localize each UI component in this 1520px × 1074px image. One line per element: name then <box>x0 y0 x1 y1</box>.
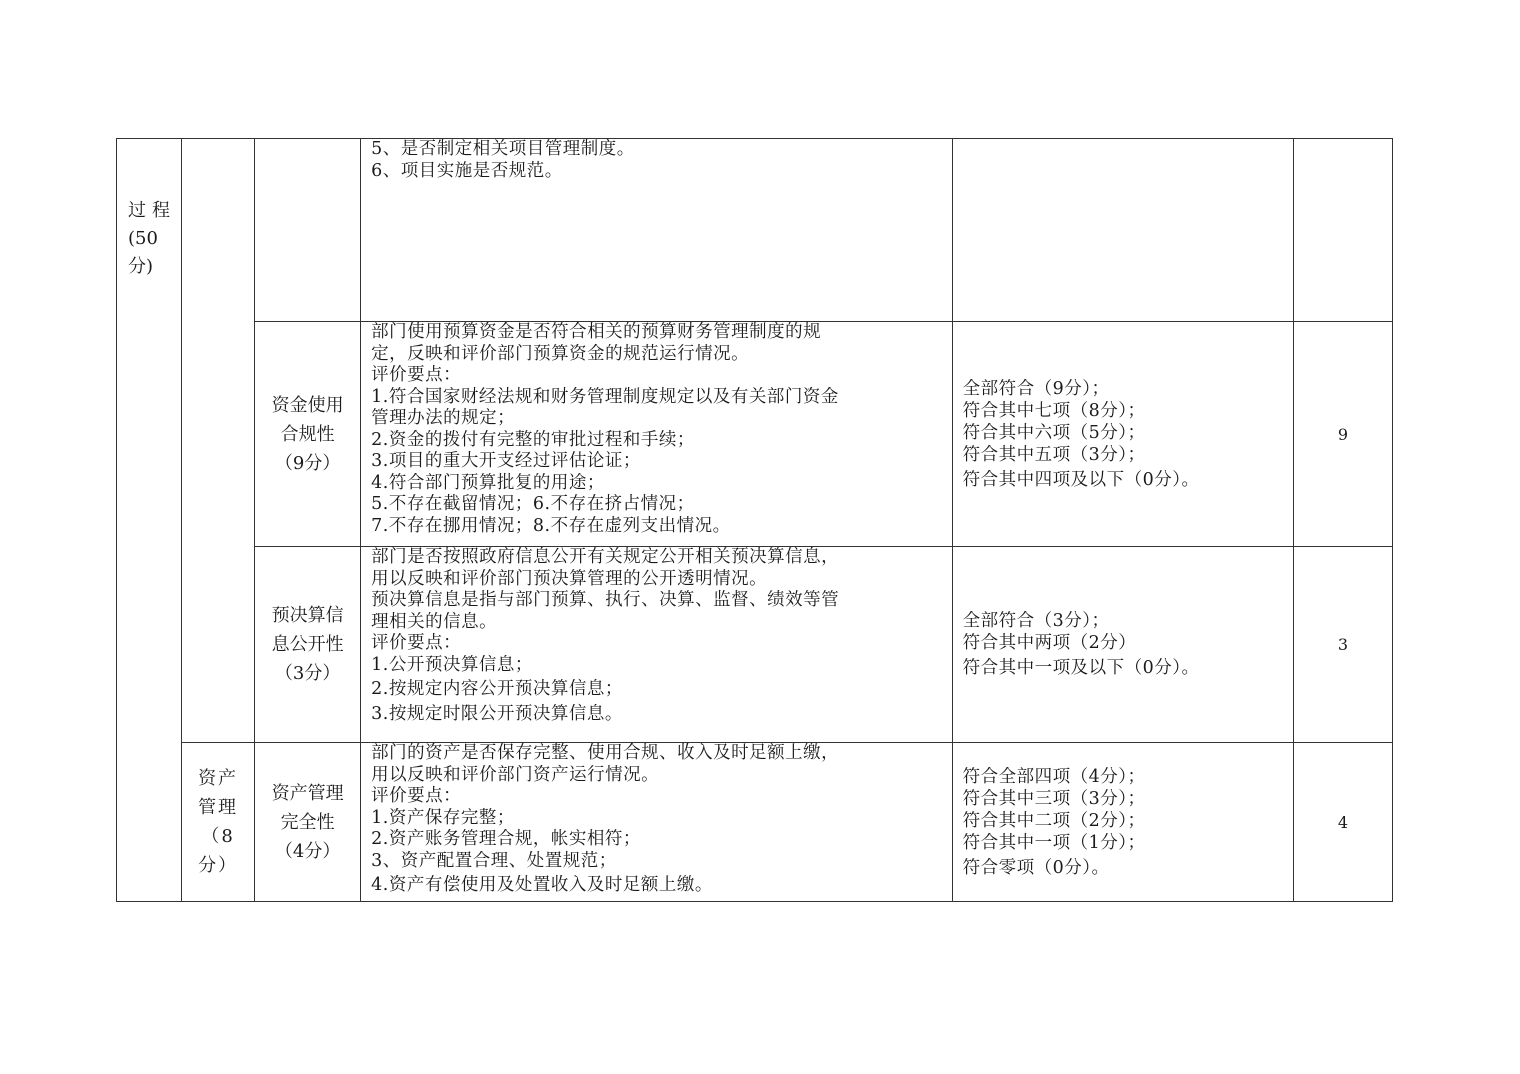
description-line: 评价要点： <box>371 365 462 385</box>
standard-cell <box>952 322 1293 547</box>
description-line: 7.不存在挪用情况；8.不存在虚列支出情况。 <box>371 515 731 536</box>
score-cell: 9 <box>1293 322 1392 547</box>
indicator-name: 息公开性 <box>271 634 344 655</box>
indicator-weight: （3分） <box>274 663 341 684</box>
standard-line: 全部符合（9分）； <box>962 378 1110 399</box>
table-row <box>117 743 1393 902</box>
indicator-cell <box>255 322 361 547</box>
standard-line: 符合其中四项及以下（0分）。 <box>962 469 1200 490</box>
description-line: 6、项目实施是否规范。 <box>371 160 563 181</box>
category-score: (50 <box>128 228 158 249</box>
score-cell: 4 <box>1293 743 1392 902</box>
subcategory-weight: （8 <box>201 826 235 847</box>
indicator-cell-empty <box>255 139 361 322</box>
description-line: 1.公开预决算信息； <box>371 654 533 675</box>
indicator-name: 预决算信 <box>271 605 344 626</box>
description-cell <box>361 547 952 743</box>
description-line: 部门是否按照政府信息公开有关规定公开相关预决算信息， <box>371 547 840 567</box>
standard-line: 符合其中一项（1分）； <box>962 832 1146 853</box>
standard-line: 符合其中两项（2分） <box>962 633 1137 653</box>
standard-line: 符合其中三项（3分）； <box>962 788 1146 809</box>
standard-cell <box>952 743 1293 902</box>
category-label: 过程 <box>128 200 176 221</box>
description-line: 2.资金的拨付有完整的审批过程和手续； <box>371 429 695 450</box>
score-cell-empty <box>1293 139 1392 322</box>
description-line: 部门使用预算资金是否符合相关的预算财务管理制度的规 <box>371 322 822 342</box>
description-line: 3.按规定时限公开预决算信息。 <box>371 703 623 724</box>
subcategory-cell <box>182 743 255 902</box>
standard-line: 符合零项（0分）。 <box>962 857 1110 878</box>
description-line: 1.符合国家财经法规和财务管理制度规定以及有关部门资金 <box>371 386 839 407</box>
indicator-cell <box>255 547 361 743</box>
description-line: 4.资产有偿使用及处置收入及时足额上缴。 <box>371 875 713 895</box>
standard-cell <box>952 547 1293 743</box>
description-line: 3.项目的重大开支经过评估论证； <box>371 451 641 471</box>
description-line: 4.符合部门预算批复的用途； <box>371 472 605 493</box>
indicator-name: 合规性 <box>280 423 335 445</box>
description-line: 预决算信息是指与部门预算、执行、决算、监督、绩效等管 <box>371 590 840 610</box>
category-score-unit: 分) <box>128 256 154 277</box>
description-line: 管理办法的规定； <box>371 408 516 428</box>
description-line: 5、是否制定相关项目管理制度。 <box>371 139 635 159</box>
description-line: 评价要点： <box>371 786 462 806</box>
description-line: 评价要点： <box>371 633 462 653</box>
standard-line: 全部符合（3分）； <box>962 611 1110 631</box>
indicator-name: 完全性 <box>280 811 335 833</box>
description-line: 1.资产保存完整； <box>371 807 515 828</box>
table-row <box>117 139 1393 322</box>
description-line: 5.不存在截留情况；6.不存在挤占情况； <box>371 494 695 514</box>
score-cell: 3 <box>1293 547 1392 743</box>
indicator-weight: （9分） <box>274 452 341 474</box>
standard-line: 符合其中二项（2分）； <box>962 810 1146 831</box>
description-line: 3、资产配置合理、处置规范； <box>371 850 617 871</box>
standard-line: 符合其中五项（3分）； <box>962 444 1146 465</box>
indicator-cell <box>255 743 361 902</box>
description-line: 部门的资产是否保存完整、使用合规、收入及时足额上缴， <box>371 743 840 763</box>
description-line: 理相关的信息。 <box>371 611 498 632</box>
standard-line: 符合其中七项（8分）； <box>962 400 1146 421</box>
description-line: 用以反映和评价部门资产运行情况。 <box>371 764 660 785</box>
description-line: 用以反映和评价部门预决算管理的公开透明情况。 <box>371 568 768 589</box>
subcategory-cell-empty <box>182 139 255 743</box>
description-line: 2.按规定内容公开预决算信息； <box>371 679 623 699</box>
indicator-weight: （4分） <box>274 840 341 862</box>
category-cell <box>117 139 182 902</box>
subcategory-weight-unit: 分） <box>198 855 239 876</box>
table-row <box>117 322 1393 547</box>
standard-line: 符合其中一项及以下（0分）。 <box>962 658 1200 678</box>
description-cell <box>361 322 952 547</box>
subcategory-name: 资产 <box>198 768 239 789</box>
subcategory-name: 管理 <box>198 797 239 818</box>
table-row <box>117 547 1393 743</box>
evaluation-table <box>116 138 1393 902</box>
description-line: 定，反映和评价部门预算资金的规范运行情况。 <box>371 343 750 364</box>
indicator-name: 资产管理 <box>271 782 344 804</box>
description-cell <box>361 139 952 322</box>
standard-line: 符合其中六项（5分）； <box>962 422 1146 443</box>
description-cell <box>361 743 952 902</box>
description-line: 2.资产账务管理合规，帐实相符； <box>371 829 641 849</box>
indicator-name: 资金使用 <box>271 394 344 416</box>
standard-cell-empty <box>952 139 1293 322</box>
standard-line: 符合全部四项（4分）； <box>962 766 1146 787</box>
